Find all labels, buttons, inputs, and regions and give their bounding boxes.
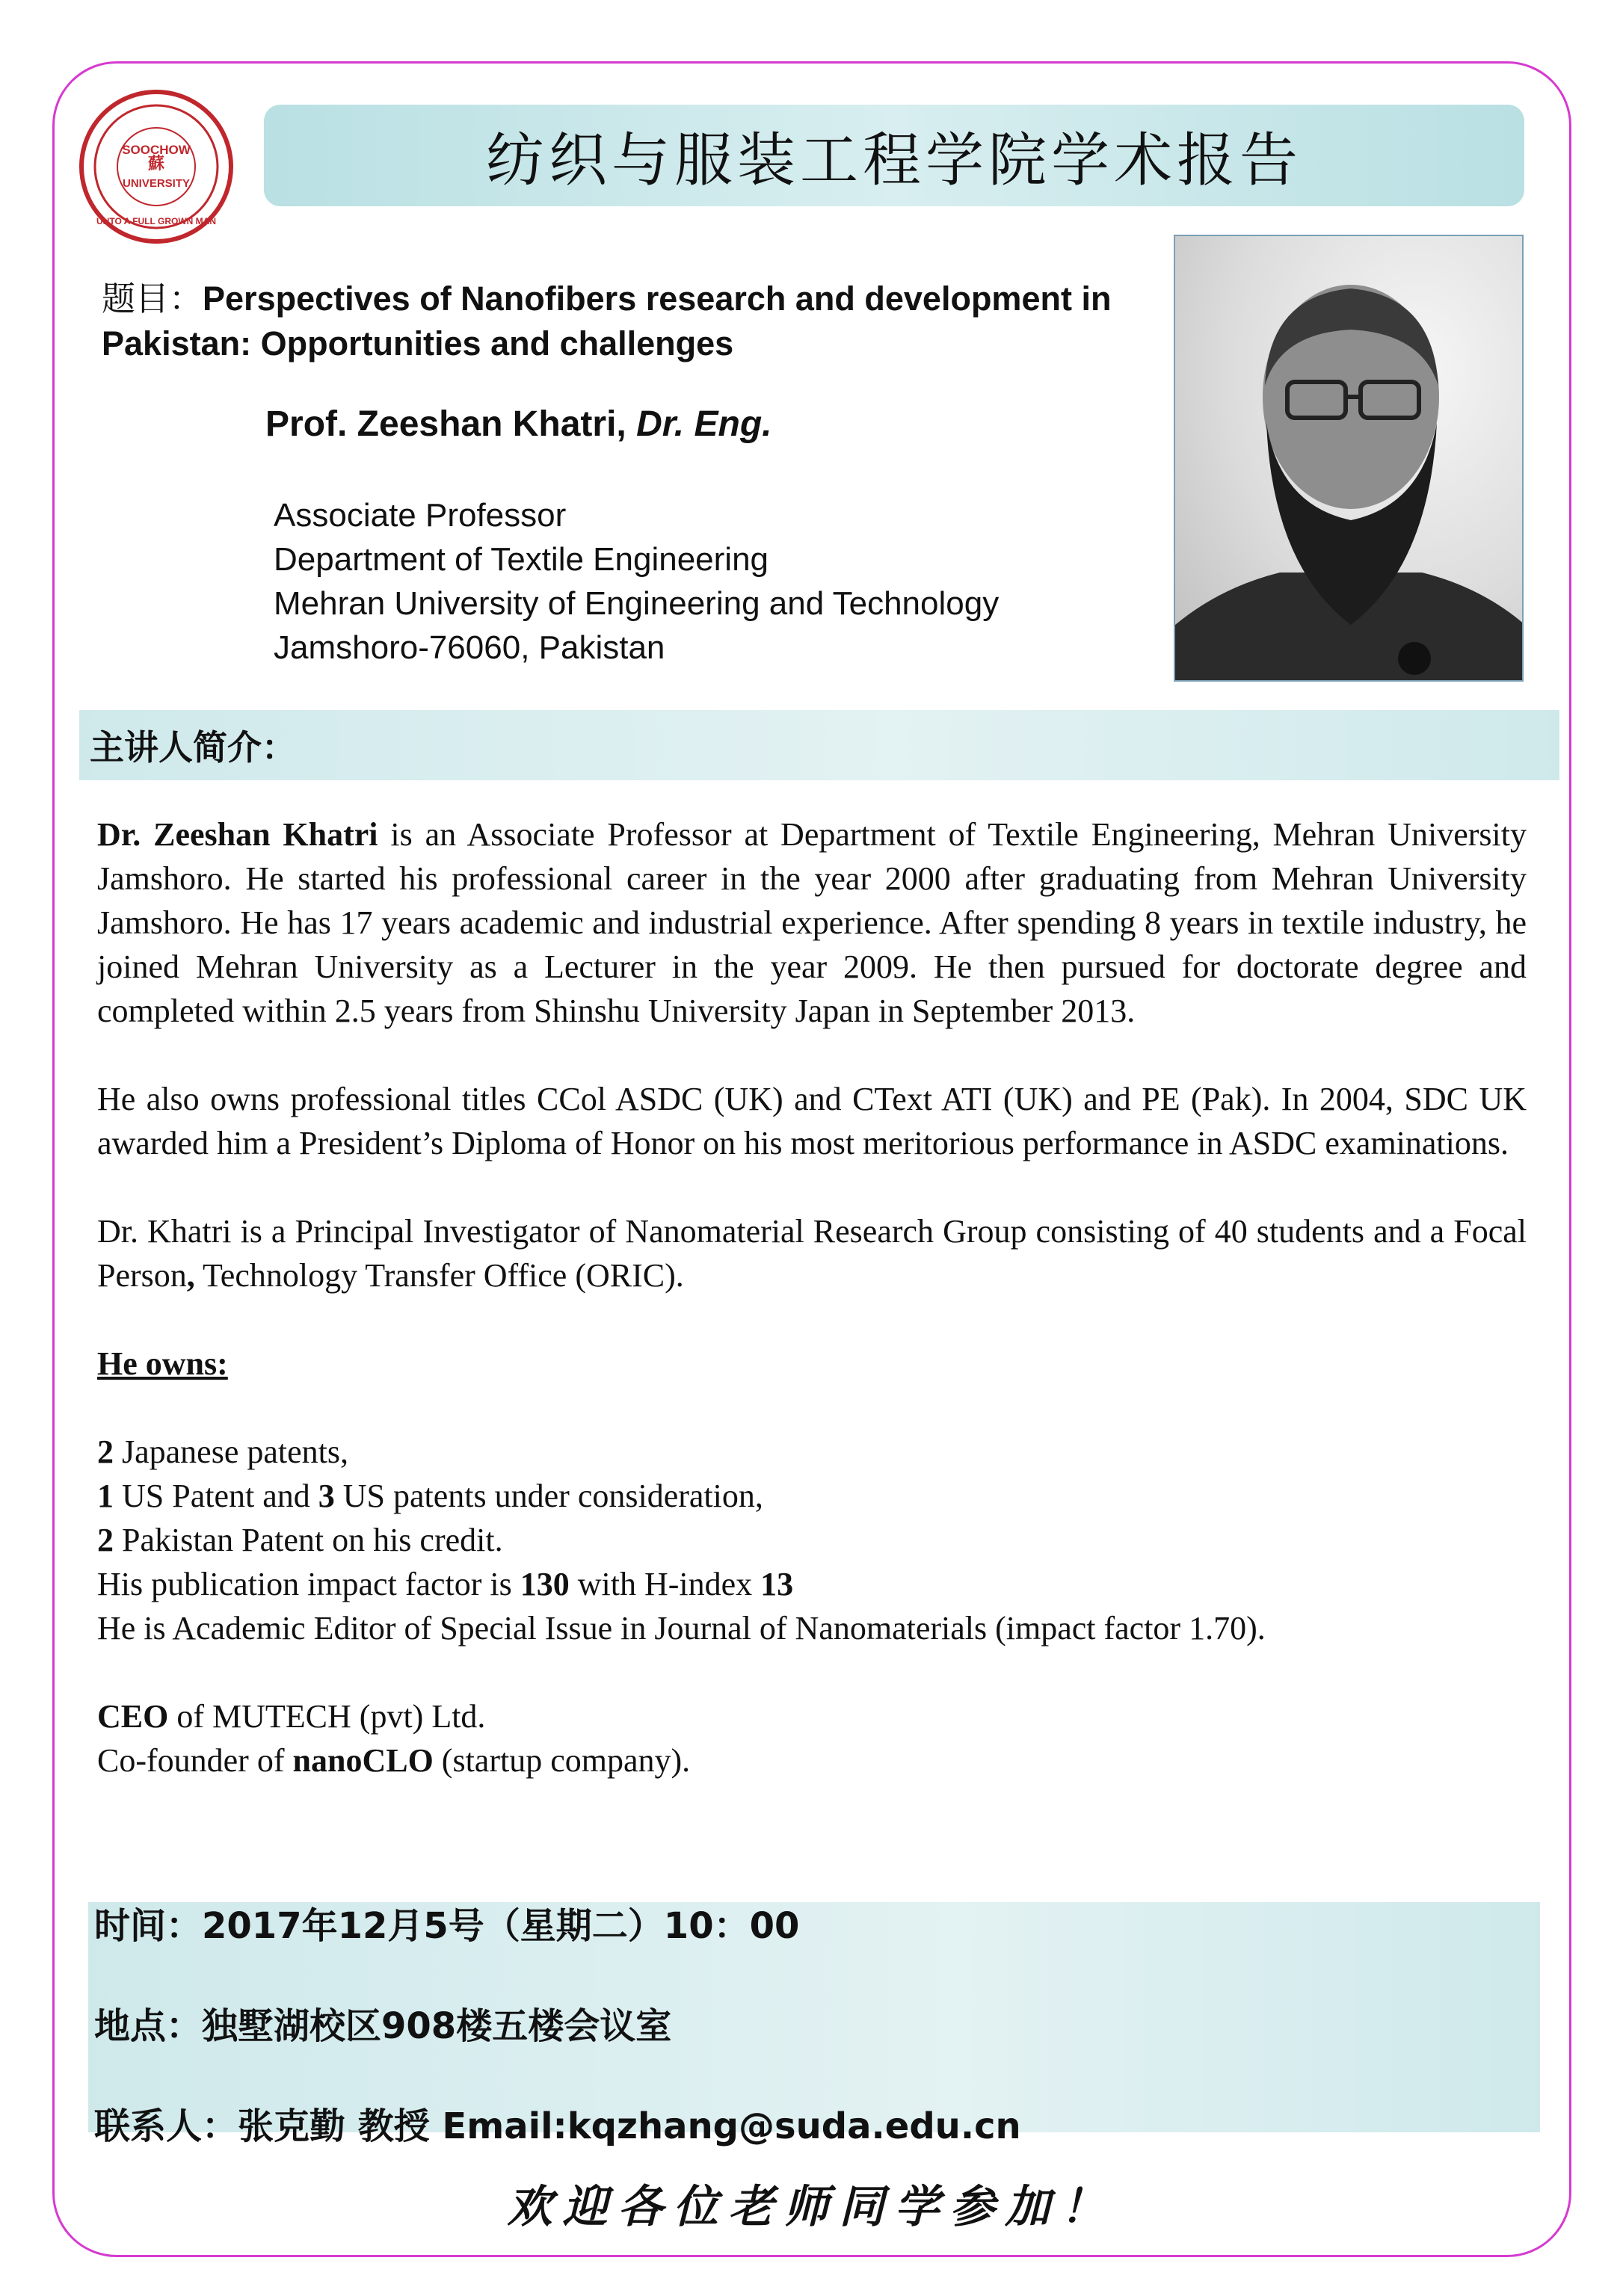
achievement-text: of MUTECH (pvt) Ltd.	[168, 1698, 486, 1735]
talk-topic	[102, 277, 1171, 366]
affiliation-line: Mehran University of Engineering and Technology	[274, 585, 1000, 622]
bio-name: Dr. Zeeshan Khatri	[97, 816, 378, 853]
logo-top-text: SOOCHOW	[122, 143, 191, 157]
achievement-text: Co-founder of	[97, 1742, 293, 1779]
achievement-item	[97, 1474, 1527, 1518]
role-title: CEO	[97, 1698, 169, 1735]
bio-text: is an Associate Professor at Department of Textile Engineering, Mehran University Jamshoro. He started his professional career in the year 2000 after graduating from Mehran University Jamshoro. He has 17 years academic and industrial experience. After spending 8 years in textile industry, he joined Mehran University as a Lecturer in the year 2009. He then pursued for doctorate degree and completed within 2.5 years from Shinshu University Japan in September 2013.	[97, 816, 1527, 1029]
speaker-photo	[1174, 235, 1524, 682]
owns-heading: He owns:	[97, 1345, 228, 1382]
logo-seal-glyph: 蘇	[147, 155, 165, 173]
achievement-item	[97, 1562, 1527, 1606]
topic-prefix: 题目：	[102, 279, 203, 318]
achievement-text: with H-index	[569, 1566, 761, 1602]
achievement-text: Pakistan Patent on his credit.	[114, 1522, 503, 1558]
achievement-item	[97, 1430, 1527, 1474]
speaker-affiliation	[274, 493, 1171, 670]
achievement-count: 2	[97, 1434, 114, 1470]
achievement-item: He is Academic Editor of Special Issue in Journal of Nanomaterials (impact factor 1.70).	[97, 1610, 1266, 1647]
affiliation-line: Department of Textile Engineering	[274, 541, 769, 578]
achievement-item	[97, 1694, 1527, 1738]
achievement-item	[97, 1738, 1527, 1783]
speaker-intro-heading	[79, 710, 1559, 780]
achievement-text: His publication impact factor is	[97, 1566, 520, 1602]
bio-text: Dr. Khatri is a Principal Investigator of Nanomaterial Research Group consisting of 40 students and a Focal Person	[97, 1213, 1527, 1294]
achievement-count: 1	[97, 1478, 114, 1514]
university-logo	[78, 88, 235, 245]
achievement-text: US patents under consideration,	[334, 1478, 763, 1514]
impact-factor: 130	[520, 1566, 570, 1602]
logo-bottom-text: UNIVERSITY	[122, 177, 191, 190]
speaker-name	[265, 404, 772, 445]
section-title: 主讲人简介：	[90, 727, 296, 768]
bio-paragraph	[97, 1209, 1527, 1297]
speaker-bio	[97, 812, 1527, 1783]
welcome-message: 欢迎各位老师同学参加！	[507, 2181, 1116, 2233]
achievement-count: 2	[97, 1522, 114, 1558]
page-title: 纺织与服装工程学院学术报告	[485, 127, 1302, 194]
event-location: 地点：独墅湖校区908楼五楼会议室	[94, 2005, 672, 2047]
achievement-text: Japanese patents,	[114, 1434, 348, 1470]
event-contact: 联系人：张克勤 教授 Email:kqzhang@suda.edu.cn	[94, 2105, 1021, 2147]
owns-heading-line	[97, 1342, 1527, 1386]
affiliation-line: Jamshoro-76060, Pakistan	[274, 629, 665, 666]
speaker-degree: Dr. Eng.	[636, 404, 772, 444]
logo-motto: UNTO A FULL GROWN MAN	[96, 216, 216, 226]
bio-text: Technology Transfer Office (ORIC).	[194, 1257, 684, 1294]
achievement-text: US Patent and	[114, 1478, 318, 1514]
bio-comma: ,	[186, 1257, 195, 1294]
company-name: nanoCLO	[292, 1742, 434, 1779]
event-time: 时间：2017年12月5号（星期二）10：00	[94, 1905, 800, 1947]
portrait-illustration	[1175, 236, 1524, 682]
achievement-count: 3	[318, 1478, 335, 1514]
title-banner	[264, 105, 1524, 206]
h-index: 13	[760, 1566, 794, 1602]
bio-paragraph	[97, 812, 1527, 1033]
affiliation-line: Associate Professor	[274, 497, 567, 534]
achievement-text: (startup company).	[433, 1742, 691, 1779]
bio-paragraph: He also owns professional titles CCol ASDC (UK) and CText ATI (UK) and PE (Pak). In 2004, SDC UK awarded him a President’s Diploma of Honor on his most meritorious performance in ASDC examinations.	[97, 1081, 1527, 1161]
achievement-item	[97, 1518, 1527, 1562]
speaker-name-text: Prof. Zeeshan Khatri,	[265, 404, 626, 444]
topic-title: Perspectives of Nanofibers research and development in Pakistan: Opportunities and challenges	[102, 280, 1112, 362]
